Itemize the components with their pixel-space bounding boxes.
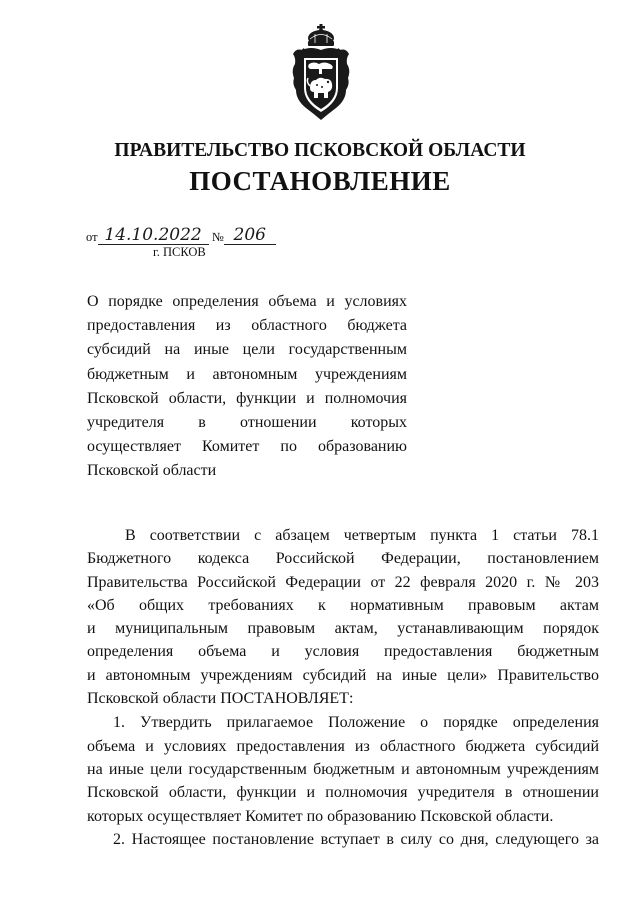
subject-line: Псковской области, функции и полномочия: [87, 389, 407, 407]
date-number-line: [86, 226, 276, 246]
date-prefix: от: [86, 230, 98, 244]
body-line: 2. Настоящее постановление вступает в силу со дня, следующего за: [113, 830, 599, 848]
subject-line: субсидий на иные цели государственным: [87, 341, 407, 359]
body-line: на иные цели государственным бюджетным и автономным учреждениям: [87, 760, 599, 778]
body-line: объема и условиях предоставления из областного бюджета субсидий: [87, 737, 599, 755]
number-field: 206: [224, 226, 276, 245]
body-line: и муниципальным правовым актам, устанавливающим порядок: [87, 620, 599, 638]
subject-line: осуществляет Комитет по образованию: [87, 438, 407, 456]
subject-line: учредителя в отношении которых: [87, 413, 407, 431]
body-line: определения объема и условия предоставления бюджетным: [87, 643, 599, 661]
government-title: ПРАВИТЕЛЬСТВО ПСКОВСКОЙ ОБЛАСТИ: [114, 140, 526, 161]
subject-line: Псковской области: [87, 462, 217, 480]
number-prefix: №: [211, 230, 224, 244]
subject-line: О порядке определения объема и условиях: [87, 293, 407, 310]
body-line: В соответствии с абзацем четвертым пункта 1 статьи 78.1: [125, 527, 599, 544]
city-label: г. ПСКОВ: [153, 245, 206, 259]
document-subject: [87, 290, 407, 484]
document-type-title: ПОСТАНОВЛЕНИЕ: [189, 166, 451, 196]
body-line: которых осуществляет Комитет по образованию Псковской области.: [87, 807, 554, 825]
date-field: 14.10.2022: [98, 226, 209, 245]
body-line: и автономным учреждениям субсидий на иные цели» Правительство: [87, 666, 599, 684]
subject-line: предоставления из областного бюджета: [87, 317, 407, 335]
subject-line: бюджетным и автономным учреждениям: [87, 365, 407, 383]
body-line: «Об общих требованиях к нормативным правовым актам: [87, 596, 599, 614]
document-body: [87, 524, 599, 851]
body-line: Правительства Российской Федерации от 22 февраля 2020 г. № 203: [87, 573, 599, 591]
body-line: Псковской области ПОСТАНОВЛЯЕТ:: [87, 690, 354, 708]
body-line: 1. Утвердить прилагаемое Положение о порядке определения: [113, 714, 599, 732]
body-line: Бюджетного кодекса Российской Федерации, постановлением: [87, 550, 599, 568]
body-line: Псковской области, функции и полномочия учредителя в отношении: [87, 784, 599, 802]
coat-of-arms-icon: [286, 24, 356, 122]
